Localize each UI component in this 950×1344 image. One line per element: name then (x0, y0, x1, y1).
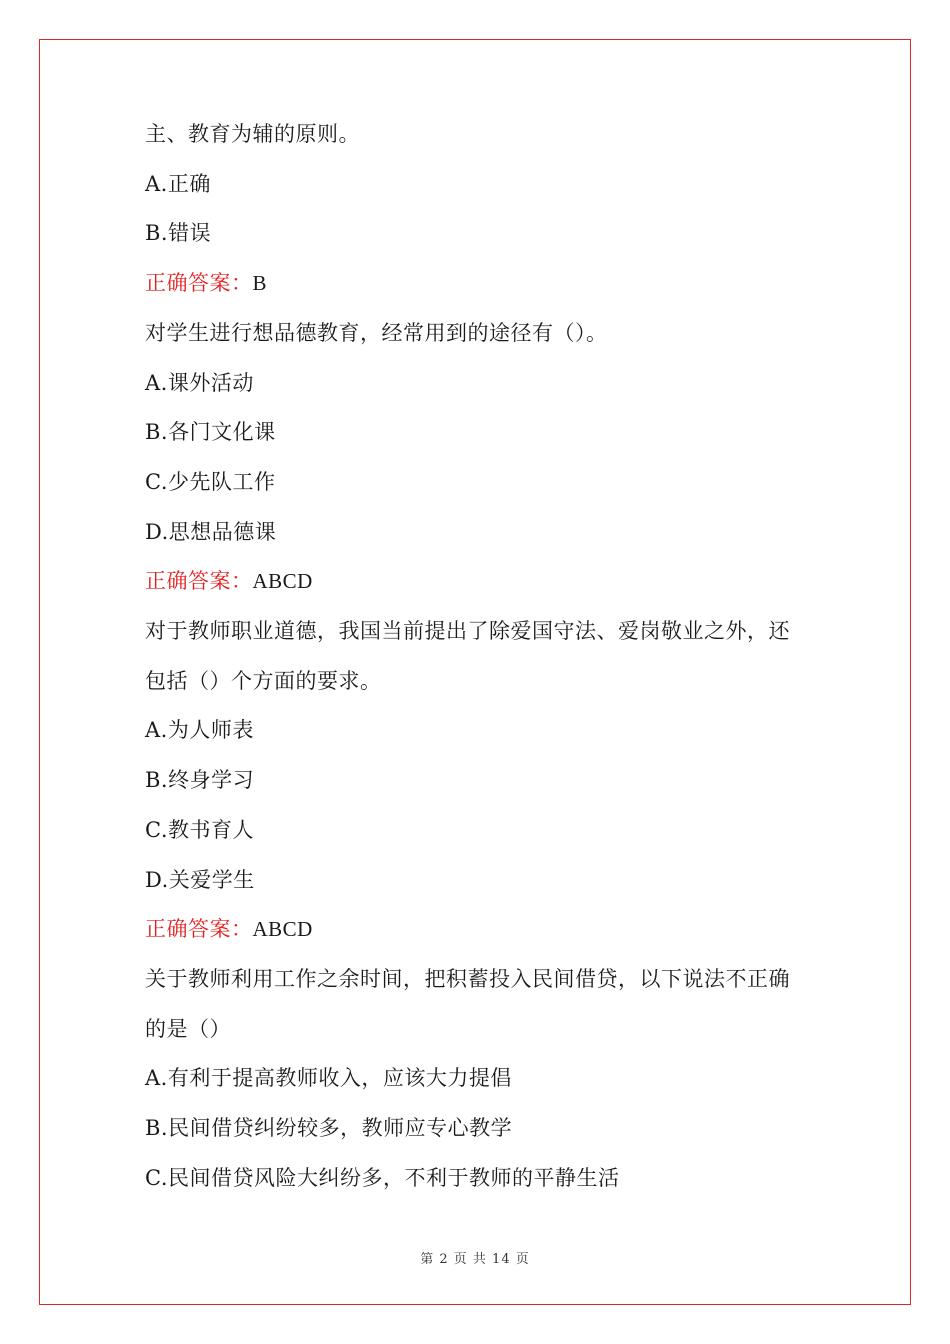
page-footer: 第 2 页 共 14 页 (420, 1252, 530, 1267)
option-line: C.教书育人 (145, 817, 254, 842)
answer-label: 正确答案： (145, 569, 253, 594)
document-body (145, 110, 815, 1203)
option-line: B.终身学习 (145, 768, 255, 793)
option-line: B.民间借贷纠纷较多，教师应专心教学 (145, 1116, 513, 1141)
option-line: C.民间借贷风险大纠纷多，不利于教师的平静生活 (145, 1165, 620, 1190)
answer-label: 正确答案： (145, 917, 253, 942)
question-line: 包括（）个方面的要求。 (145, 668, 382, 693)
option-line: B.各门文化课 (145, 420, 276, 445)
option-line: A.有利于提高教师收入，应该大力提倡 (145, 1066, 512, 1091)
question-line: 关于教师利用工作之余时间，把积蓄投入民间借贷，以下说法不正确 (145, 966, 790, 991)
option-line: D.关爱学生 (145, 867, 255, 892)
answer-line (145, 259, 815, 309)
option-line: B.错误 (145, 221, 212, 246)
answer-value: ABCD (252, 917, 313, 942)
answer-value: ABCD (252, 569, 313, 594)
answer-line (145, 557, 815, 607)
option-line: A.正确 (145, 171, 211, 196)
option-line: C.少先队工作 (145, 469, 276, 494)
answer-line (145, 905, 815, 955)
answer-label: 正确答案： (145, 271, 253, 296)
option-line: A.为人师表 (145, 718, 254, 743)
question-line: 的是（） (145, 1016, 231, 1041)
option-line: D.思想品德课 (145, 519, 277, 544)
option-line: A.课外活动 (145, 370, 254, 395)
question-line: 对学生进行想品德教育，经常用到的途径有（）。 (145, 320, 608, 345)
question-line: 对于教师职业道德，我国当前提出了除爱国守法、爱岗敬业之外，还 (145, 619, 790, 644)
question-line: 主、教育为辅的原则。 (145, 122, 360, 146)
answer-value: B (252, 271, 268, 296)
